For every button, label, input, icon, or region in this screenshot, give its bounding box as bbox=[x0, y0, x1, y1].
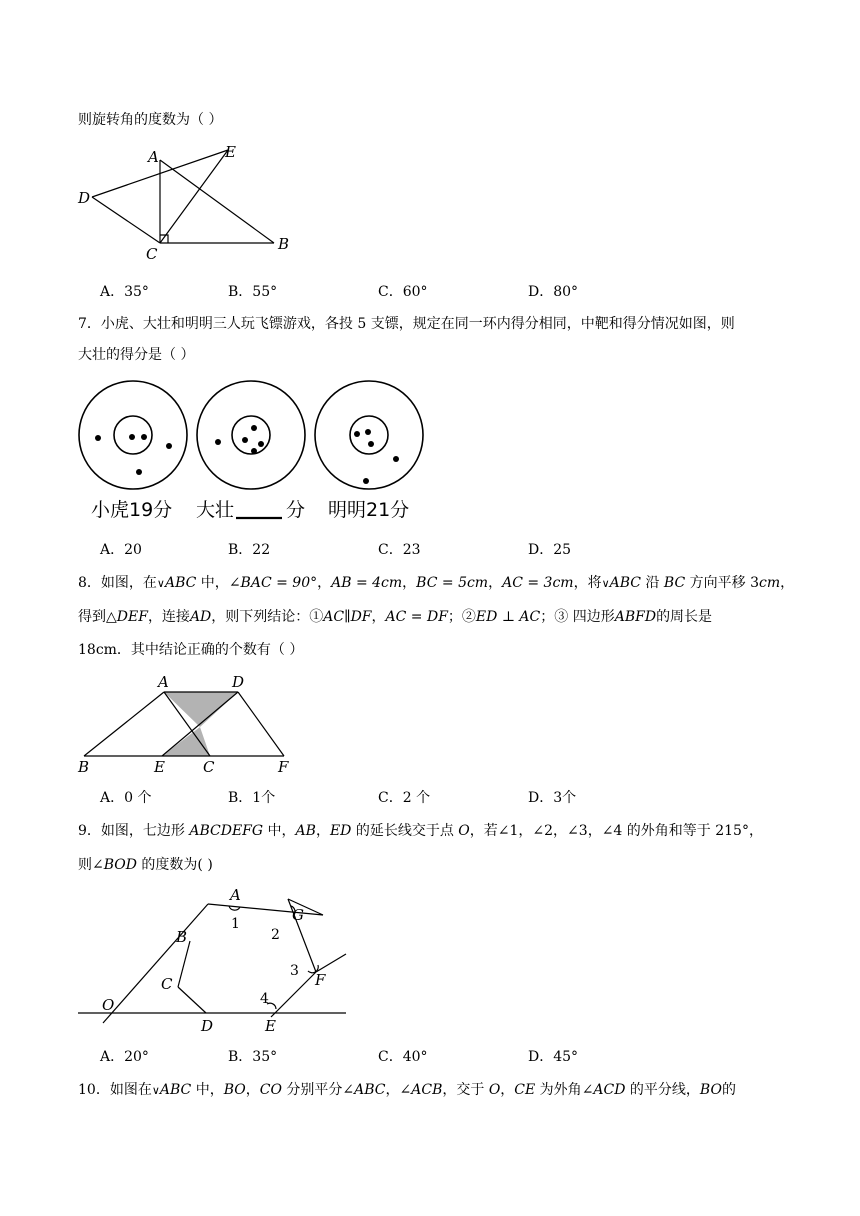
q6-stem-tail: 则旋转角的度数为（ ） bbox=[78, 112, 223, 128]
q8-label-e: E bbox=[154, 758, 165, 776]
q9-label-d: D bbox=[201, 1017, 214, 1035]
q6-option-a: A．35° bbox=[100, 284, 149, 300]
q7-caption-dazhuang: 大壮 bbox=[196, 499, 235, 521]
q6-label-a: A bbox=[148, 148, 159, 166]
q7-option-c: C．23 bbox=[378, 542, 421, 558]
q9-angle-2: 2 bbox=[271, 927, 280, 943]
q9-angle-3: 3 bbox=[290, 963, 299, 979]
q8-label-c: C bbox=[203, 758, 215, 776]
q8-label-b: B bbox=[78, 758, 90, 776]
q7-option-a: A．20 bbox=[100, 542, 142, 558]
q6-options bbox=[100, 281, 660, 301]
q9-option-a: A．20° bbox=[100, 1049, 149, 1065]
q9-label-e: E bbox=[265, 1017, 276, 1035]
q8-label-f: F bbox=[278, 758, 289, 776]
q9-option-d: D．45° bbox=[528, 1049, 579, 1065]
q6-option-d: D．80° bbox=[528, 284, 579, 300]
q9-stem-line1: 9．如图，七边形 ABCDEFG 中，AB，ED 的延长线交于点 O，若∠1，∠2，∠3，∠4 的外角和等于 215°， bbox=[78, 823, 763, 839]
q8-label-a: A bbox=[158, 673, 169, 691]
q8-stem-line3: 18cm．其中结论正确的个数有（ ） bbox=[78, 642, 304, 658]
q8-label-d: D bbox=[232, 673, 245, 691]
q8-option-a: A．0 个 bbox=[100, 790, 152, 806]
q6-label-c: C bbox=[146, 245, 158, 263]
q7-caption-fen: 分 bbox=[286, 499, 306, 521]
q9-figure bbox=[78, 885, 353, 1035]
q6-option-b: B．55° bbox=[228, 284, 278, 300]
board-mingming-outer bbox=[315, 381, 423, 489]
q6-figure bbox=[78, 145, 308, 265]
q8-option-d: D．3个 bbox=[528, 790, 577, 806]
q9-label-a: A bbox=[230, 886, 241, 904]
q7-stem-line1: 7．小虎、大壮和明明三人玩飞镖游戏，各投 5 支镖，规定在同一环内得分相同，中靶和得分情况如图，则 bbox=[78, 316, 735, 332]
q7-dartboards-figure bbox=[78, 380, 428, 525]
q7-stem-line2: 大壮的得分是（ ） bbox=[78, 347, 195, 363]
q7-caption-mingming: 明明21分 bbox=[328, 499, 410, 521]
board-dazhuang-inner bbox=[232, 416, 270, 454]
q10-stem-line1: 10．如图在∨ABC 中，BO，CO 分别平分∠ABC，∠ACB，交于 O，CE 为外角∠ACD 的平分线，BO的 bbox=[78, 1082, 736, 1098]
q9-label-b: B bbox=[176, 928, 188, 946]
q6-label-b: B bbox=[278, 235, 290, 253]
q8-option-b: B．1个 bbox=[228, 790, 276, 806]
q8-option-c: C．2 个 bbox=[378, 790, 431, 806]
q9-options bbox=[100, 1046, 660, 1066]
q9-label-f: F bbox=[315, 971, 326, 989]
q9-label-c: C bbox=[161, 975, 173, 993]
q9-stem-line2: 则∠BOD 的度数为( ) bbox=[78, 857, 213, 873]
q7-option-b: B．22 bbox=[228, 542, 271, 558]
q9-label-g: G bbox=[292, 906, 304, 924]
q8-options bbox=[100, 787, 660, 807]
board-dazhuang-outer bbox=[197, 381, 305, 489]
q9-option-b: B．35° bbox=[228, 1049, 278, 1065]
q9-angle-4: 4 bbox=[260, 991, 269, 1007]
q8-stem-line1: 8．如图，在∨ABC 中，∠BAC = 90°，AB = 4cm，BC = 5cm，AC = 3cm，将∨ABC 沿 BC 方向平移 3cm， bbox=[78, 575, 795, 591]
q8-figure bbox=[78, 672, 308, 777]
q9-option-c: C．40° bbox=[378, 1049, 428, 1065]
q7-caption-xiaohu: 小虎19分 bbox=[91, 499, 173, 521]
q7-options bbox=[100, 539, 660, 559]
q9-label-o: O bbox=[102, 996, 115, 1014]
q8-stem-line2: 得到△DEF，连接AD，则下列结论：①AC∥DF，AC = DF；②ED ⊥ AC；③ 四边形ABFD的周长是 bbox=[78, 609, 713, 625]
q6-label-d: D bbox=[78, 189, 91, 207]
q9-angle-1: 1 bbox=[231, 916, 240, 932]
q6-label-e: E bbox=[225, 143, 236, 161]
q6-option-c: C．60° bbox=[378, 284, 428, 300]
q7-option-d: D．25 bbox=[528, 542, 572, 558]
